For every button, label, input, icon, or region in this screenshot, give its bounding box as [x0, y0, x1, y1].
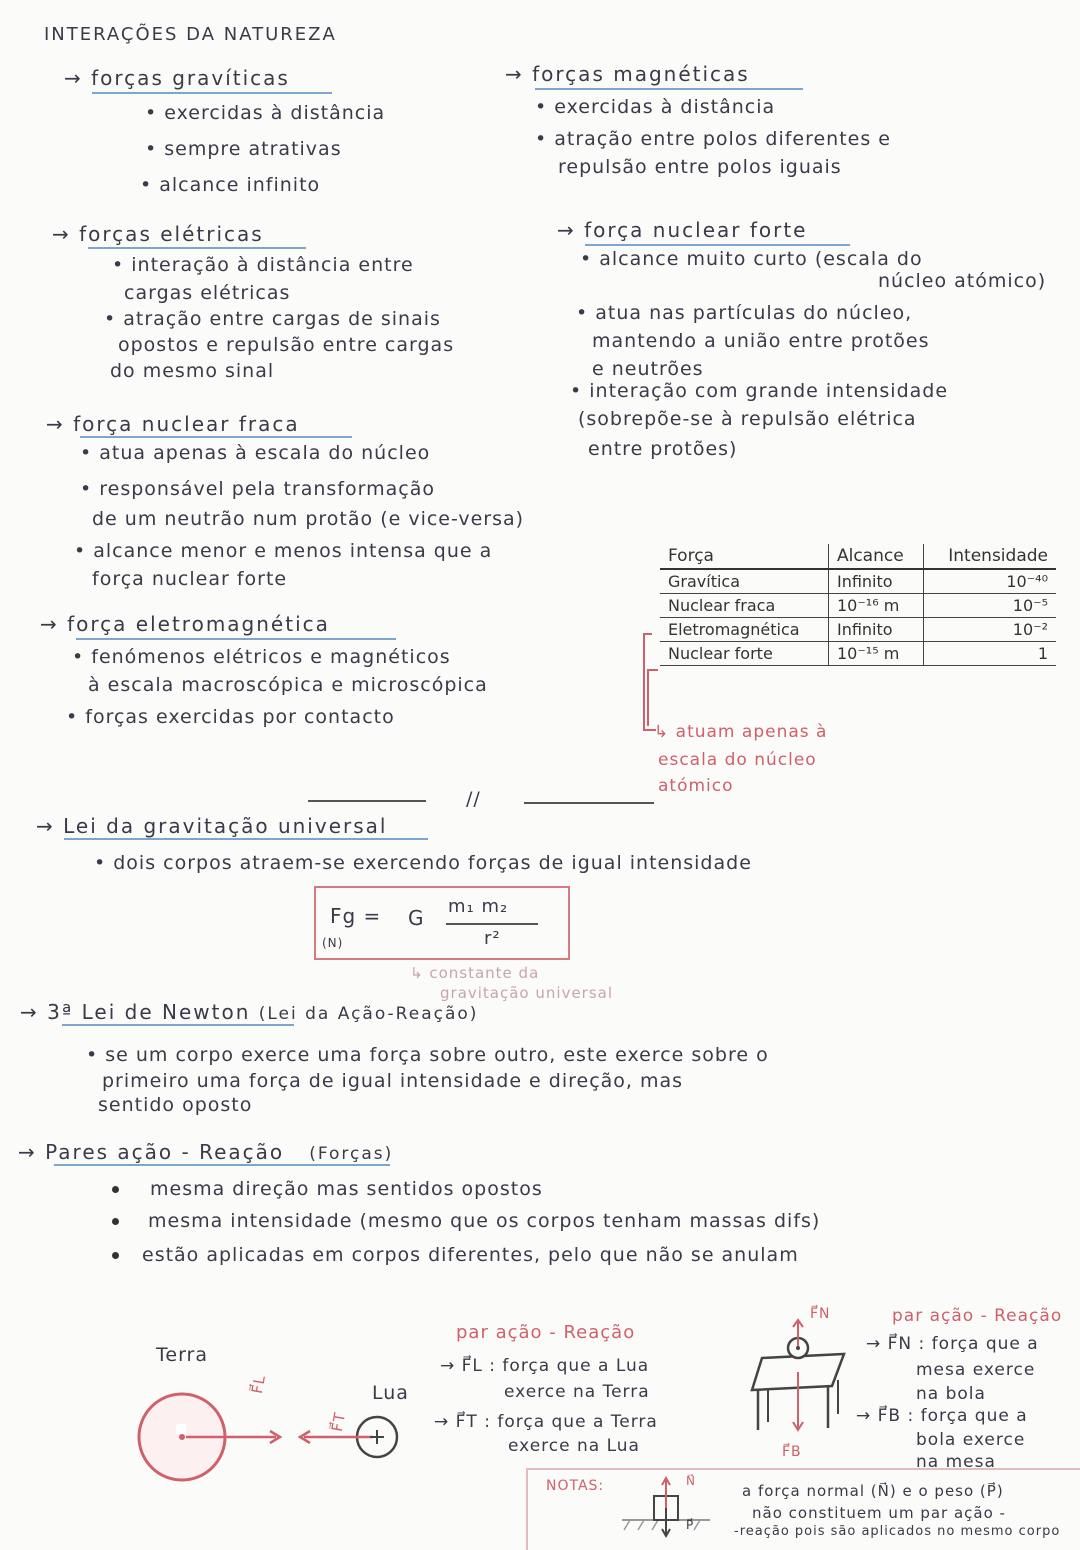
electromagnetic-line: • forças exercidas por contacto — [66, 706, 395, 728]
formula-constant-g: G — [408, 906, 425, 930]
magnetic-item: repulsão entre polos iguais — [558, 156, 842, 178]
gravitational-heading: → forças gravíticas — [64, 66, 290, 90]
formula-unit: (N) — [322, 936, 344, 950]
magnetic-underline — [535, 88, 803, 90]
table-cell: 10⁻¹⁶ m — [828, 594, 923, 618]
strong-nuclear-heading: → força nuclear forte — [557, 218, 808, 242]
table-cell: 10⁻⁴⁰ — [924, 569, 1056, 594]
strong-nuclear-line: entre protões) — [588, 438, 738, 460]
separator-line-left — [308, 800, 426, 802]
gravitational-item: • alcance infinito — [140, 174, 321, 196]
weak-nuclear-line: de um neutrão num protão (e vice-versa) — [92, 508, 525, 530]
weak-nuclear-line: • atua apenas à escala do núcleo — [80, 442, 431, 464]
table-ball-pair-title: par ação - Reação — [892, 1306, 1063, 1326]
ft-vector-label: F⃗T — [328, 1410, 350, 1434]
pairs-bullet — [112, 1186, 119, 1193]
fb-vector-label: F⃗B — [782, 1444, 802, 1460]
table-cell: 10⁻⁵ — [924, 594, 1056, 618]
notes-label: NOTAS: — [546, 1478, 605, 1494]
magnetic-heading: → forças magnéticas — [505, 62, 750, 86]
strong-nuclear-line: núcleo atómico) — [878, 270, 1047, 292]
moon-label: Lua — [372, 1382, 409, 1404]
electromagnetic-underline — [76, 638, 396, 640]
strong-nuclear-line: • atua nas partículas do núcleo, — [576, 302, 913, 324]
table-cell: Nuclear forte — [660, 642, 828, 666]
constant-note: gravitação universal — [440, 984, 614, 1002]
electric-line: cargas elétricas — [124, 282, 291, 304]
newton3-underline — [62, 1024, 294, 1026]
newton3-line: • se um corpo exerce uma força sobre outro, este exerce sobre o — [86, 1044, 769, 1066]
page-title: INTERAÇÕES DA NATUREZA — [44, 24, 337, 45]
newton3-line: sentido oposto — [98, 1094, 253, 1116]
forces-table — [660, 544, 1056, 666]
notes-line: -reação pois são aplicados no mesmo corpo — [734, 1524, 1061, 1539]
earth-moon-pair-line: → F⃗T : força que a Terra — [434, 1412, 658, 1432]
electric-heading: → forças elétricas — [52, 222, 264, 246]
earth-label: Terra — [156, 1344, 208, 1366]
table-ball-pair-line: na bola — [916, 1384, 986, 1404]
weak-nuclear-line: • alcance menor e menos intensa que a — [74, 540, 493, 562]
gravitation-law-text: • dois corpos atraem-se exercendo forças de igual intensidade — [94, 852, 752, 874]
electric-underline — [88, 247, 306, 249]
strong-nuclear-line: • interação com grande intensidade — [570, 380, 949, 402]
weak-nuclear-line: • responsável pela transformação — [80, 478, 435, 500]
notes-diagram — [620, 1476, 720, 1538]
table-row — [660, 642, 1056, 666]
table-ball-pair-line: → F⃗N : força que a — [866, 1334, 1039, 1354]
weak-nuclear-heading: → força nuclear fraca — [46, 412, 300, 436]
earth-moon-pair-line: exerce na Lua — [508, 1436, 640, 1456]
table-row — [660, 594, 1056, 618]
pairs-underline — [54, 1164, 390, 1166]
newton3-heading: → 3ª Lei de Newton (Lei da Ação-Reação) — [20, 1000, 479, 1024]
strong-nuclear-line: mantendo a união entre protões — [592, 330, 930, 352]
formula-numerator: m₁ m₂ — [448, 896, 509, 917]
electric-line: • interação à distância entre — [112, 254, 414, 276]
strong-nuclear-line: • alcance muito curto (escala do — [580, 248, 923, 270]
electromagnetic-line: • fenómenos elétricos e magnéticos — [72, 646, 451, 668]
notes-line: a força normal (N⃗) e o peso (P⃗) — [742, 1482, 1004, 1500]
table-ball-pair-line: mesa exerce — [916, 1360, 1036, 1380]
pairs-item: mesma direção mas sentidos opostos — [150, 1178, 543, 1200]
earth-moon-pair-line: → F⃗L : força que a Lua — [440, 1356, 650, 1376]
magnetic-item: • atração entre polos diferentes e — [535, 128, 891, 150]
newton3-line: primeiro uma força de igual intensidade e direção, mas — [102, 1070, 684, 1092]
separator-line-right — [524, 802, 654, 804]
fn-vector-label: F⃗N — [810, 1306, 831, 1322]
gravitational-item: • exercidas à distância — [145, 102, 386, 124]
strong-nuclear-line: (sobrepõe-se à repulsão elétrica — [578, 408, 917, 430]
table-header-cell: Força — [660, 544, 828, 569]
constant-note: ↳ constante da — [410, 964, 540, 982]
gravitational-underline — [92, 92, 332, 94]
normal-force-label: N⃗ — [686, 1474, 696, 1488]
notes-line: não constituem um par ação - — [752, 1504, 1006, 1522]
formula-denominator: r² — [484, 928, 501, 949]
table-ball-diagram — [748, 1318, 858, 1468]
table-cell: Infinito — [828, 569, 923, 594]
strong-nuclear-line: e neutrões — [592, 358, 704, 380]
table-cell: 1 — [924, 642, 1056, 666]
earth-moon-pair-title: par ação - Reação — [456, 1322, 636, 1343]
table-cell: Gravítica — [660, 569, 828, 594]
table-note: atómico — [658, 776, 734, 796]
table-cell: 10⁻¹⁵ m — [828, 642, 923, 666]
pairs-heading: → Pares ação - Reação (Forças) — [18, 1140, 394, 1164]
pairs-bullet — [112, 1218, 119, 1225]
table-ball-pair-line: → F⃗B : força que a — [856, 1406, 1028, 1426]
formula-fraction-line — [446, 923, 538, 925]
table-ball-pair-line: bola exerce — [916, 1430, 1026, 1450]
table-cell: Nuclear fraca — [660, 594, 828, 618]
gravitation-law-underline — [64, 838, 428, 840]
earth-moon-pair-line: exerce na Terra — [504, 1382, 650, 1402]
separator-mark: // — [466, 788, 481, 810]
table-row — [660, 569, 1056, 594]
table-note: ↳ atuam apenas à — [654, 722, 828, 742]
electric-line: opostos e repulsão entre cargas — [118, 334, 455, 356]
table-header-cell: Intensidade — [924, 544, 1056, 569]
table-cell: Infinito — [828, 618, 923, 642]
electromagnetic-heading: → força eletromagnética — [40, 612, 330, 636]
pairs-item: mesma intensidade (mesmo que os corpos tenham massas difs) — [148, 1210, 821, 1232]
table-note: escala do núcleo — [658, 750, 817, 770]
gravitational-item: • sempre atrativas — [145, 138, 342, 160]
weight-label: P⃗ — [686, 1518, 695, 1532]
electric-line: • atração entre cargas de sinais — [104, 308, 441, 330]
table-header-row — [660, 544, 1056, 569]
magnetic-item: • exercidas à distância — [535, 96, 776, 118]
table-row — [660, 618, 1056, 642]
gravitation-law-heading: → Lei da gravitação universal — [36, 814, 388, 838]
strong-nuclear-underline — [585, 244, 850, 246]
weak-nuclear-underline — [80, 436, 352, 438]
weak-nuclear-line: força nuclear forte — [92, 568, 288, 590]
fl-vector-label: F⃗L — [248, 1373, 270, 1396]
table-cell: 10⁻² — [924, 618, 1056, 642]
table-cell: Eletromagnética — [660, 618, 828, 642]
pairs-item: estão aplicadas em corpos diferentes, pelo que não se anulam — [142, 1244, 799, 1266]
earth-moon-diagram — [130, 1380, 430, 1490]
electromagnetic-line: à escala macroscópica e microscópica — [88, 674, 488, 696]
pairs-bullet — [112, 1252, 119, 1259]
table-header-cell: Alcance — [828, 544, 923, 569]
table-ball-pair-line: na mesa — [916, 1452, 996, 1472]
formula-lhs: Fg = — [330, 904, 382, 928]
electric-line: do mesmo sinal — [110, 360, 275, 382]
